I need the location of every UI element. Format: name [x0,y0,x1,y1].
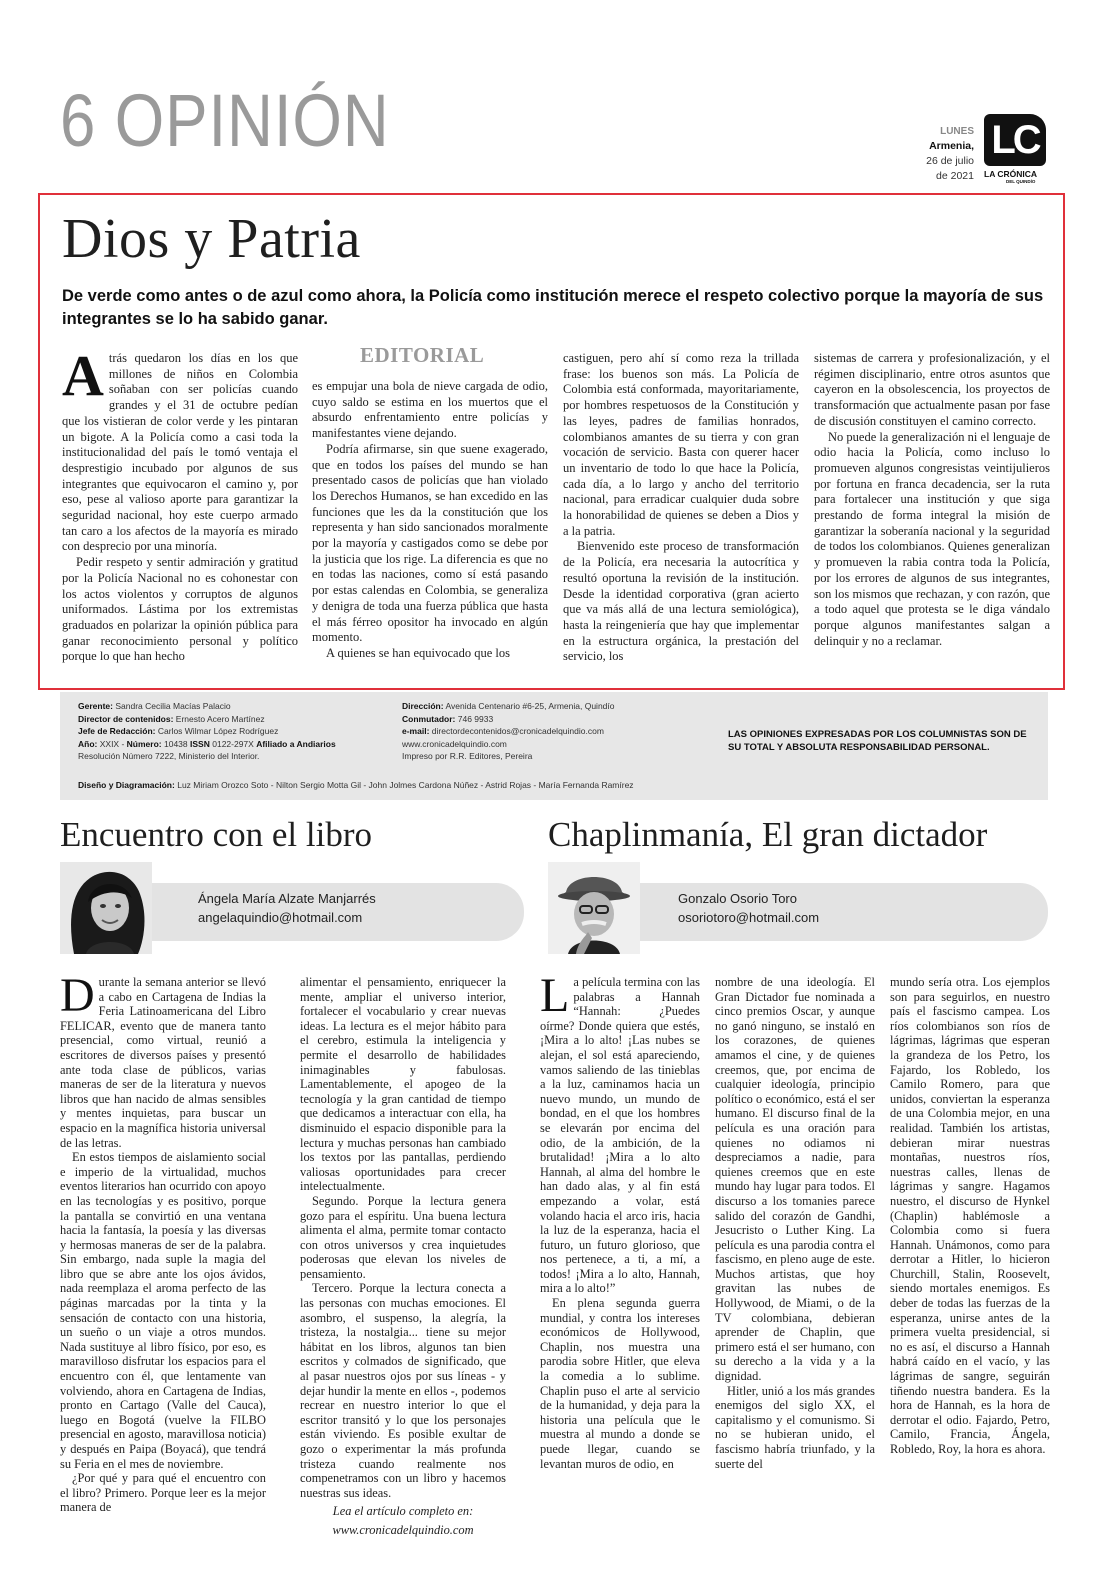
staff-key: Número: [126,738,162,749]
author-email[interactable]: angelaquindio@hotmail.com [198,910,363,925]
dateline-city: Armenia, [929,140,974,152]
editorial-column-1 [62,343,298,686]
paragraph: castiguen, pero ahí sí como reza la trillada frase: los buenos son más. La Policía de Colombia está conformada, mayoritariamente, por hombres respetuosos de la Constitución y las leyes, padres de familias honrados, colombianos amantes de su tierra y con gran vocación de servicio. Basta con querer hacer un inventario de todo lo que hace la Policía, cada día, a lo largo y ancho del territorio nacional, para erradicar cualquier duda sobre la honorabilidad de quienes se deben a Dios y a la patria. [563,351,799,538]
paragraph: mundo sería otra. Los ejemplos son para seguirlos, en nuestro país el fascismo campea. Los ríos colombianos son ríos de lágrimas, lágrimas que esperan la grandeza de los Petro, los Fajardo, los Robledo, los Camilo Romero, para que unidos, conviertan la esperanza de una Colombia mejor, en una realidad. También los artistas, debieran mirar nuestras montañas, nuestros ríos, nuestras calles, llenas de lágrimas y sangre. Hagamos nuestro, el discurso de Hynkel (Chaplin) hablémosle a Colombia como si fuera Hannah. Unámonos, como para derrotar a Hitler, lo hicieron Churchill, Stalin, Roosevelt, siendo mortales enemigos. Es deber de todas las fuerzas de la esperanza, unirse antes de la primera vuelta presidencial, si no es así, el discurso a Hannah habrá caído en el vacío, y las lágrimas de sangre, seguirán tiñendo nuestra bandera. Es la hora de Hannah, es la hora de derrotar el odio. Fajardo, Petro, Camilo, Francia, Ángela, Robledo, Roy, la hora es ahora. [890,975,1050,1456]
staff-printer: Impreso por R.R. Editores, Pereira [402,751,533,761]
author-email[interactable]: osoriotoro@hotmail.com [678,910,820,925]
editorial-article [38,193,1065,690]
editorial-body [62,343,1050,686]
left-column-2 [300,975,506,1537]
staff-value: Luz Miriam Orozco Soto - Nilton Sergio Motta Gil - John Jolmes Cardona Núñez - Astrid Rojas - María Fernanda Ramírez [177,780,634,790]
editorial-column-3 [563,351,799,686]
paragraph-text: trás quedaron los días en los que millones de niños en Colombia soñaban con ser policías cuando grandes y el 31 de octubre pedían que los vistieran de color verde y les pintaran un bigote. A la Policía como a casi toda la institucionalidad del país le tomó ventaja el desprestigio incubado por algunos de sus integrantes que equivocaron el camino y, por eso, pese al valioso aporte para garantizar la seguridad nacional, hoy este cuerpo armado tan caro a los afectos de la mayoría es mirado con desprecio por una minoría. [62,351,298,554]
paragraph: es empujar una bola de nieve cargada de odio, cuyo saldo se estima en los muertos que el absurdo enfrentamiento entre policías y manifestantes viene dejando. [312,379,548,441]
column-title-right: Chaplinmanía, El gran dictador [548,815,988,854]
staff-value: XXIX - [99,738,125,749]
staff-design [78,780,1038,790]
dateline-day: LUNES [940,126,974,137]
staff-column-1 [78,700,378,763]
staff-value: 10438 [164,738,188,749]
staff-value: Sandra Cecilia Macías Palacio [115,701,231,711]
staff-resolution: Resolución Número 7222, Ministerio del Interior. [78,751,260,761]
paragraph: ¿Por qué y para qué el encuentro con el libro? Primero. Porque leer es la mejor manera de [60,1471,266,1515]
paragraph [60,969,266,1150]
paragraph: Pedir respeto y sentir admiración y gratitud por la Policía Nacional no es cohonestar con los actos violentos y corruptos de algunos uniformados. Lástima por los extremistas graduados en polarizar la opinión pública para ganar reconocimiento personal y político porque lo que han hecho [62,555,298,664]
paragraph: A quienes se han equivocado que los [326,645,510,660]
staff-email[interactable]: directordecontenidos@cronicadelquindio.com [431,726,604,736]
author-bar-left [120,883,524,941]
staff-value: Avenida Centenario #6-25, Armenia, Quindío [445,701,615,711]
staff-key: Director de contenidos: [78,713,174,724]
paragraph: Hitler, unió a los más grandes enemigos del siglo XX, el capitalismo y el comunismo. Si no se hubieran unido, el fascismo habría triunfado, y la suerte del [715,1383,875,1471]
staff-value: 0122-297X [212,738,254,749]
staff-value: Ernesto Acero Martínez [175,713,265,724]
staff-value: 746 9933 [457,713,494,724]
logo-subtitle: DEL QUINDÍO [1006,179,1036,184]
staff-key: Año: [78,738,98,749]
paragraph: alimentar el pensamiento, enriquecer la mente, ampliar el universo interior, fortalecer el vocabulario y crear nuevas ideas. La lectura es el mejor hábito para el cerebro, estimula la inteligencia y permite el desarrollo de habilidades inimaginables y fabulosas. Lamentablemente, el apogeo de la tecnología y la gran cantidad de tiempo que dedicamos a interactuar con ella, ha disminuido el espacio disponible para la lectura y muchas personas han cambiado los textos por las pantallas, perdiendo valiosas oportunidades para crecer intelectualmente. [300,975,506,1194]
author-photo-left [60,862,152,954]
newspaper-logo [984,114,1050,184]
paragraph: No puede la generalización ni el lenguaje de odio hacia la Policía, como incluso lo promueven algunos congresistas veintijulieros por fortuna en franca decadencia, ser la ruta para fortalecer una institución y que siga prestando de forma integral la misión de garantizar la soberanía nacional y la seguridad de todos los colombianos. Quienes generalizan y promueven la rabia contra toda la Policía, por los errores de algunos de sus integrantes, son los mismos que rechazan, y con razón, que a todo aquel que protesta se le diga vándalo porque algunos manifestantes salgan a delinquir y no a reclamar. [814,429,1050,648]
section-heading: 6 OPINIÓN [60,79,390,162]
staff-column-2 [402,700,682,763]
paragraph [62,343,298,555]
editorial-deck: De verde como antes o de azul como ahora, la Policía como institución merece el respeto colectivo porque la mayoría de sus integrantes se lo ha sabido ganar. [62,287,1044,328]
author-photo-right [548,862,640,954]
read-more-label: Lea el artículo completo en: [332,1504,474,1519]
staff-key: ISSN [190,738,210,749]
editorial-column-4 [814,351,1050,686]
staff-key: Conmutador: [402,713,456,724]
staff-key: Dirección: [402,701,444,711]
dateline-date-2: de 2021 [936,170,974,182]
paragraph: Podría afirmarse, sin que suene exagerado, que en todos los países del mundo se han presentado casos de policías que han violado los Derechos Humanos, se han excedido en las funciones que les da la constitución que los representa y han sido sancionados moralmente por la mayoría y castigados como se debe por la justicia que los rige. La diferencia es que no en todas las naciones, como sí está pasando por estas calendas en Colombia, se generaliza y denigra de toda una fuerza pública que hasta el más férreo opositor ha invocado en algún momento. [312,441,548,645]
staff-value: Carlos Wilmar López Rodríguez [157,726,279,736]
paragraph-text: urante la semana anterior se llevó a cabo en Cartagena de Indias la Feria Latinoamericana del Libro FELICAR, evento que de manera tanto presencial, como virtual, reunió a escritores de diversos países y presentó ante toda clase de públicos, varias maneras de ser de la literatura y nuevos libros que han nacido de almas sensibles y mentes inquietas, para buscar un espacio en la magnífica historia universal de las letras. [60,975,266,1150]
logo-name: LA CRÓNICA [984,169,1038,179]
staff-website[interactable]: www.cronicadelquindio.com [402,738,507,749]
dateline [900,124,974,184]
paragraph-text: a película termina con las palabras a Hannah “Hannah: ¿Puedes oírme? Donde quiera que estés, ¡Mira a lo alto! ¡Las nubes se alejan, el sol está apareciendo, vamos saliendo de las tinieblas a la luz, caminamos hacia un nuevo mundo, un mundo de bondad, en el que los hombres se elevarán por encima del odio, de la ambición, de la brutalidad! ¡Mira a lo alto Hannah, al alma del hombre le han dado alas, y al fin está empezando a volar, está volando hacia el arco iris, hacia la luz de la esperanza, hacia el futuro, un futuro glorioso, que nos pertenece, a ti, a mí, a todos! ¡Mira a lo alto, Hannah, mira a lo alto!” [540,975,700,1296]
staff-affiliation: Afiliado a Andiarios [256,738,336,749]
staff-key: Gerente: [78,701,113,711]
paragraph: Bienvenido este proceso de transformación de la Policía, era necesaria la autocrítica y resultó oportuna la revisión de la institución. Desde la identidad corporativa (gran acierto que va más allá de una lectura semiológica), hasta la reingeniería que hay que implementar en la estructura orgánica, la prestación del servicio, los [563,539,799,664]
logo-mark: LC [984,114,1046,166]
editorial-column-2 [312,351,548,686]
right-column-3 [890,975,1050,1495]
paragraph: En estos tiempos de aislamiento social e imperio de la virtualidad, muchos eventos literarios han ocurrido con apoyo en las tecnologías y es positivo, porque la pantalla se convirtió en una ventana hacia la fantasía, la poesía y las diversas y hermosas maneras de ser de la palabra. Sin embargo, nada suple la magia del libro que se abre ante los ojos ávidos, nada reemplaza el aroma perfecto de las páginas marcadas por la tinta y la sensación de contacto con una historia, un sueño o un viaje a otros mundos. Nada sustituye al libro físico, por eso, es maravilloso disfrutar los espacios para el encuentro con él, que lentamente van volviendo, ahora en Cartagena de Indias, pronto en Cartago (Valle del Cauca), luego en Bogotá (vuelve la FILBO presencial en agosto, maravillosa noticia) y después en Paipa (Boyacá), que tendrá su Feria en el mes de noviembre. [60,1150,266,1471]
drop-cap: L [540,969,570,1022]
paragraph: sistemas de carrera y profesionalización, y el régimen disciplinario, entre otros asuntos que cayeron en la obsolescencia, los proyectos de transformación que actualmente pasan por fase de discusión constituyen el camino correcto. [814,351,1050,428]
dateline-date-1: 26 de julio [926,155,974,167]
paragraph: nombre de una ideología. El Gran Dictador fue nominada a cinco premios Oscar, y aunque no ganó ninguno, se instaló en los corazones, de quienes amamos el cine, y de quienes creemos, que, por encima de cualquier ideología, principio político o económico, está el ser humano. El discurso final de la película es una oración para quienes no odiamos ni despreciamos a nadie, para quienes creemos que en este mundo hay lugar para todos. El discurso a los tomanies parece salido del corazón de Gandhi, Jesucristo o Luther King. La película es una parodia contra el fascismo, en pleno auge de este. Muchos artistas, que hoy gravitan las nubes de Hollywood, de Miami, o de la TV colombiana, debieran aprender de Chaplin, que primero está el ser humano, con su derecho a la vida y a la dignidad. [715,975,875,1384]
paragraph: Tercero. Porque la lectura conecta a las personas con muchas emociones. El asombro, el suspenso, la alegría, la tristeza, la nostalgia... tiene su mejor hábitat en los libros, algunos tan bien escritos y colmados de significado, que al pasar nuestros ojos por sus líneas - y dejar hundir la mente en ellos -, podemos recrear en nuestro interior lo que el escritor transitó y lo que los personajes están viviendo. Es posible exultar de gozo o experimentar la más profunda tristeza cuando realmente nos compenetramos con un libro y hacemos nuestras sus ideas. [300,1281,506,1500]
author-name: Gonzalo Osorio Toro [678,891,797,906]
editorial-label: EDITORIAL [360,343,485,367]
drop-cap: D [60,969,95,1022]
staff-key: Diseño y Diagramación: [78,780,175,790]
author-name: Ángela María Alzate Manjarrés [198,891,376,906]
read-more-link[interactable]: www.cronicadelquindio.com [332,1522,474,1537]
author-bar-right [600,883,1048,941]
staff-key: e-mail: [402,726,430,736]
right-column-2 [715,975,875,1495]
left-column-1 [60,969,266,1515]
paragraph [540,969,700,1296]
paragraph: En plena segunda guerra mundial, y contra los intereses económicos de Hollywood, Chaplin, nos muestra una parodia sobre Hitler, que eleva la comedia a lo sublime. Chaplin puso el arte al servicio de la humanidad, y deja para la historia una película que le muestra al mundo a donde se puede llegar, cuando se levantan muros de odio, en [540,1296,700,1471]
responsibility-note: LAS OPINIONES EXPRESADAS POR LOS COLUMNISTAS SON DE SU TOTAL Y ABSOLUTA RESPONSABILIDAD PERSONAL. [728,729,1027,753]
editorial-title: Dios y Patria [62,208,361,270]
paragraph: Segundo. Porque la lectura genera gozo para el espíritu. Una buena lectura alimenta el alma, permite tomar contacto con otros universos y crea inquietudes poderosas que elevan los niveles de pensamiento. [300,1193,506,1281]
staff-key: Jefe de Redacción: [78,726,156,736]
right-column-1 [540,969,700,1495]
column-title-left: Encuentro con el libro [60,815,372,854]
drop-cap: A [62,343,104,408]
staff-credits [60,692,1048,800]
